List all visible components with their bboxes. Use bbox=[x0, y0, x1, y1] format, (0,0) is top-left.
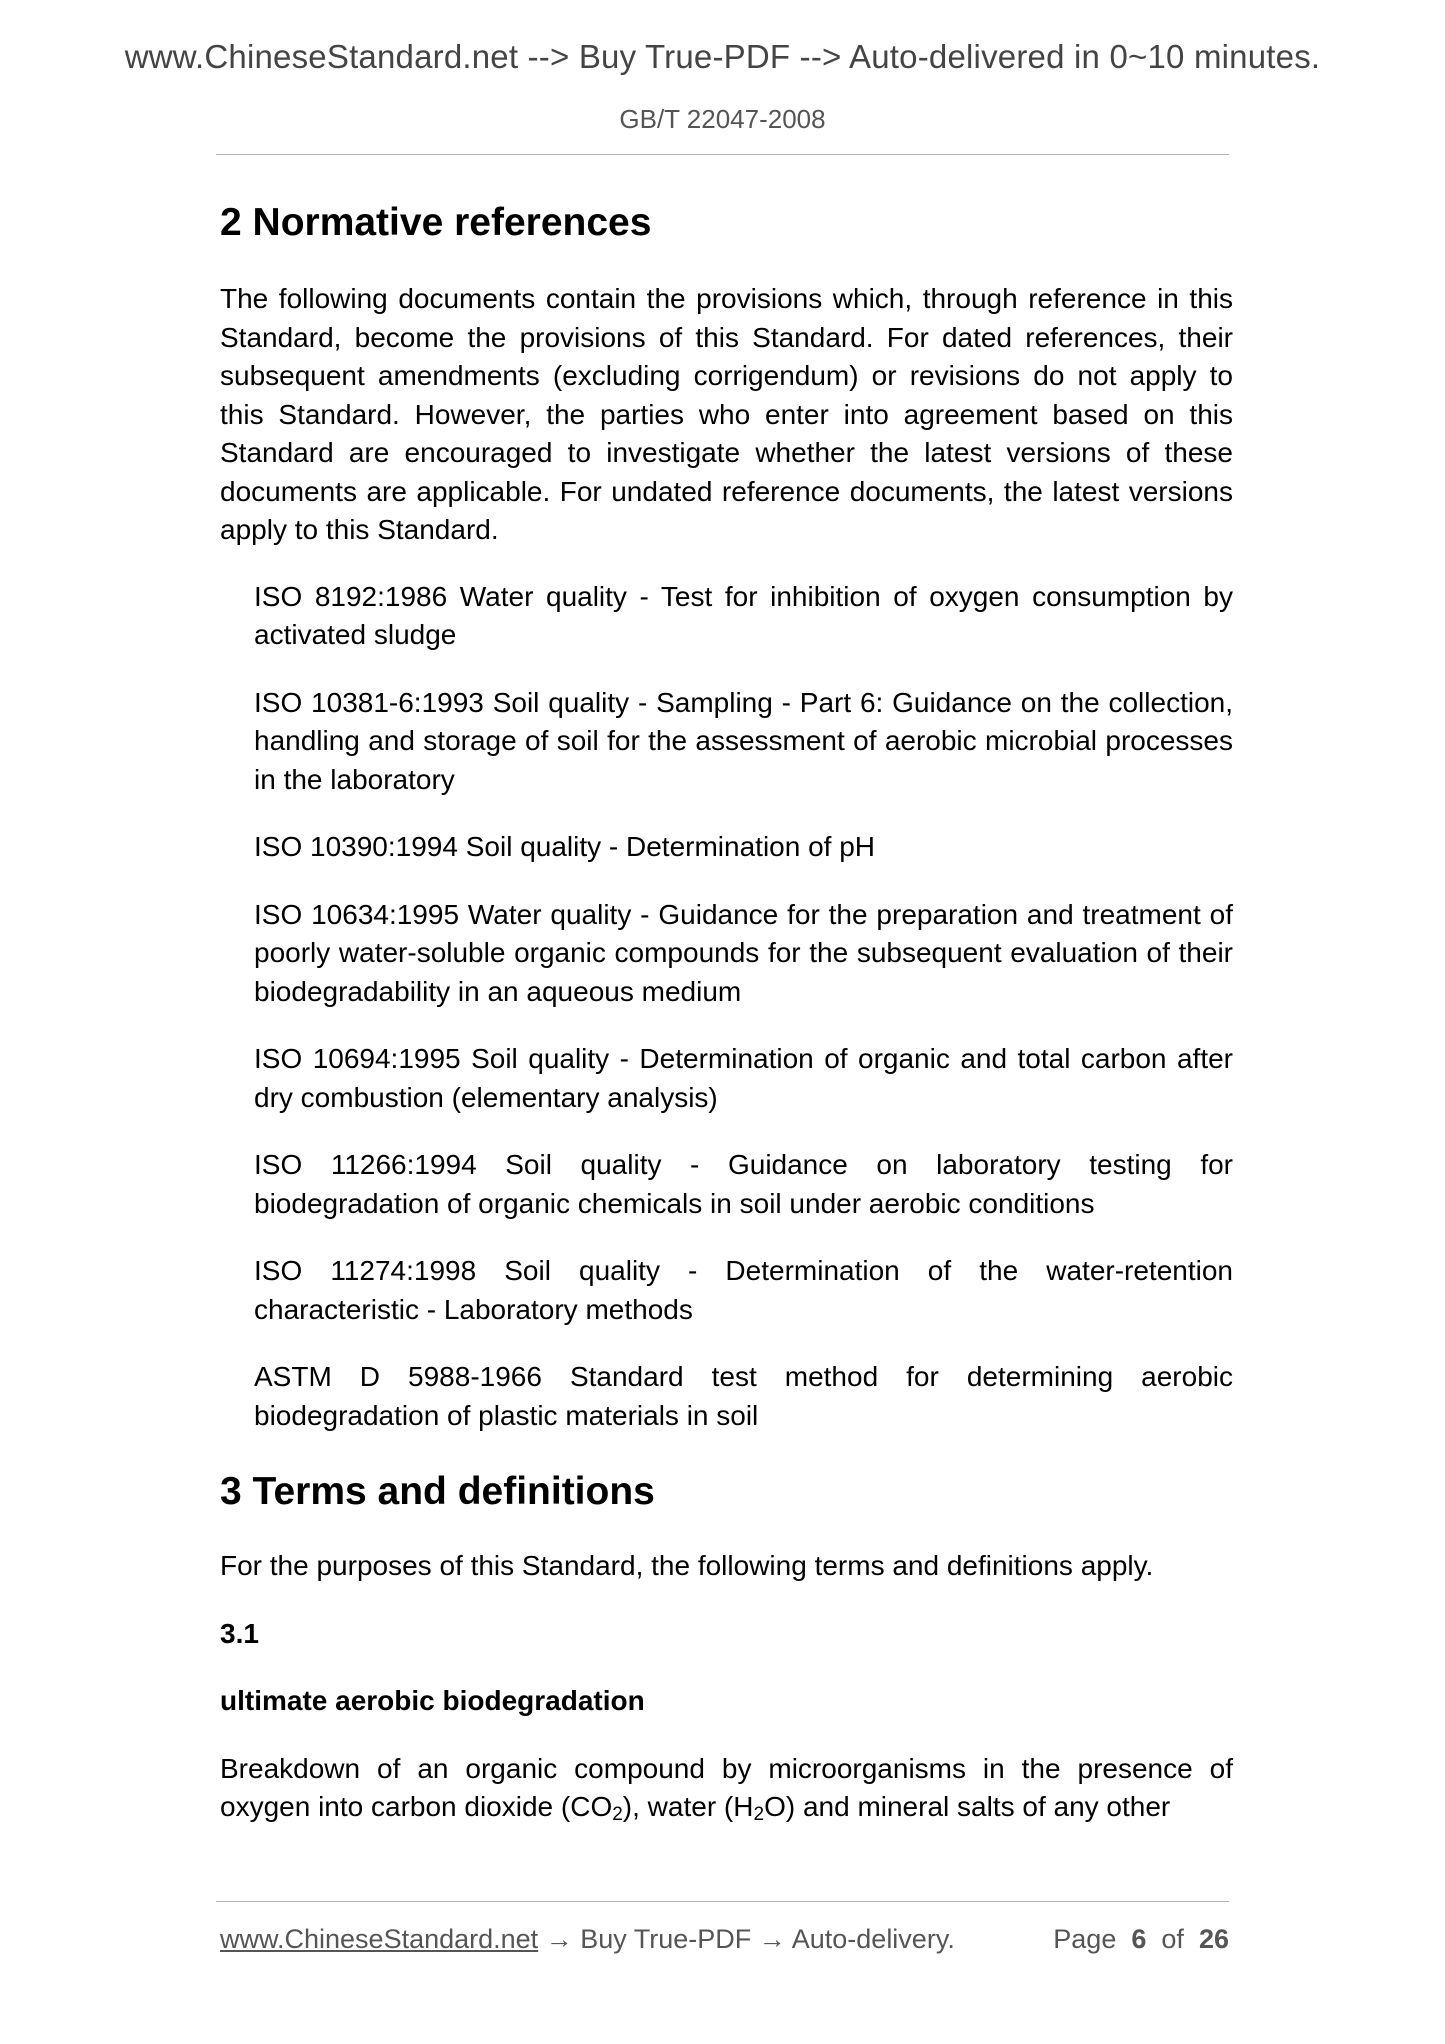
reference-item: ISO 11266:1994 Soil quality - Guidance on laboratory testing for biodegradation of organic chemicals in soil under aerobic conditions bbox=[254, 1149, 1233, 1219]
term-definition bbox=[220, 1750, 1233, 1827]
reference-item: ISO 10694:1995 Soil quality - Determination of organic and total carbon after dry combustion (elementary analysis) bbox=[254, 1043, 1233, 1113]
reference-item: ISO 10381-6:1993 Soil quality - Sampling - Part 6: Guidance on the collection, handling and storage of soil for the assessment of aerobic microbial processes in the laboratory bbox=[254, 686, 1233, 795]
section-2-heading: 2 Normative references bbox=[220, 201, 652, 244]
site-banner: www.ChineseStandard.net --> Buy True-PDF --> Auto-delivered in 0~10 minutes. bbox=[124, 38, 1321, 75]
section-3-heading: 3 Terms and definitions bbox=[220, 1470, 655, 1513]
subscript: 2 bbox=[612, 1804, 623, 1825]
reference-item: ISO 8192:1986 Water quality - Test for inhibition of oxygen consumption by activated sludge bbox=[254, 580, 1233, 650]
page-number: 6 bbox=[1131, 1924, 1147, 1954]
reference-list bbox=[220, 578, 1233, 1436]
page-footer bbox=[220, 1924, 1229, 1955]
definition-text: O) and mineral salts of any other bbox=[764, 1791, 1171, 1822]
footer-divider bbox=[216, 1901, 1229, 1902]
section-2-intro: The following documents contain the provisions which, through reference in this Standard, become the provisions of this Standard. For dated references, their subsequent amendments (excluding corrigendum) or revisions do not apply to this Standard. However, the parties who enter into agreement based on this Standard are encouraged to investigate whether the latest versions of these documents are applicable. For undated reference documents, the latest versions apply to this Standard. bbox=[220, 283, 1233, 545]
term-name: ultimate aerobic biodegradation bbox=[220, 1685, 645, 1716]
reference-item: ASTM D 5988-1966 Standard test method for determining aerobic biodegradation of plastic materials in soil bbox=[254, 1361, 1233, 1431]
subscript: 2 bbox=[753, 1804, 765, 1825]
page-label: Page bbox=[1053, 1924, 1117, 1954]
document-code: GB/T 22047-2008 bbox=[619, 104, 826, 134]
header-divider bbox=[216, 154, 1229, 155]
total-pages: 26 bbox=[1198, 1924, 1229, 1954]
term-number: 3.1 bbox=[220, 1617, 259, 1649]
page-indicator bbox=[1053, 1924, 1229, 1955]
page-content bbox=[220, 196, 1233, 1827]
section-3-intro: For the purposes of this Standard, the following terms and definitions apply. bbox=[220, 1550, 1154, 1581]
reference-item: ISO 10634:1995 Water quality - Guidance for the preparation and treatment of poorly water-soluble organic compounds for the subsequent evaluation of their biodegradability in an aqueous medium bbox=[254, 898, 1233, 1007]
reference-item: ISO 10390:1994 Soil quality - Determination of pH bbox=[254, 831, 876, 862]
footer-site-link[interactable]: www.ChineseStandard.net bbox=[220, 1924, 539, 1954]
definition-text: ), water (H bbox=[622, 1791, 754, 1822]
of-label: of bbox=[1161, 1924, 1184, 1954]
reference-item: ISO 11274:1998 Soil quality - Determination of the water-retention characteristic - Laboratory methods bbox=[254, 1255, 1233, 1325]
footer-text: → Buy True-PDF → Auto-delivery. bbox=[538, 1924, 955, 1954]
definition-text: Breakdown of an organic compound by microorganisms in the presence of oxygen into carbon dioxide (CO bbox=[220, 1752, 1233, 1822]
